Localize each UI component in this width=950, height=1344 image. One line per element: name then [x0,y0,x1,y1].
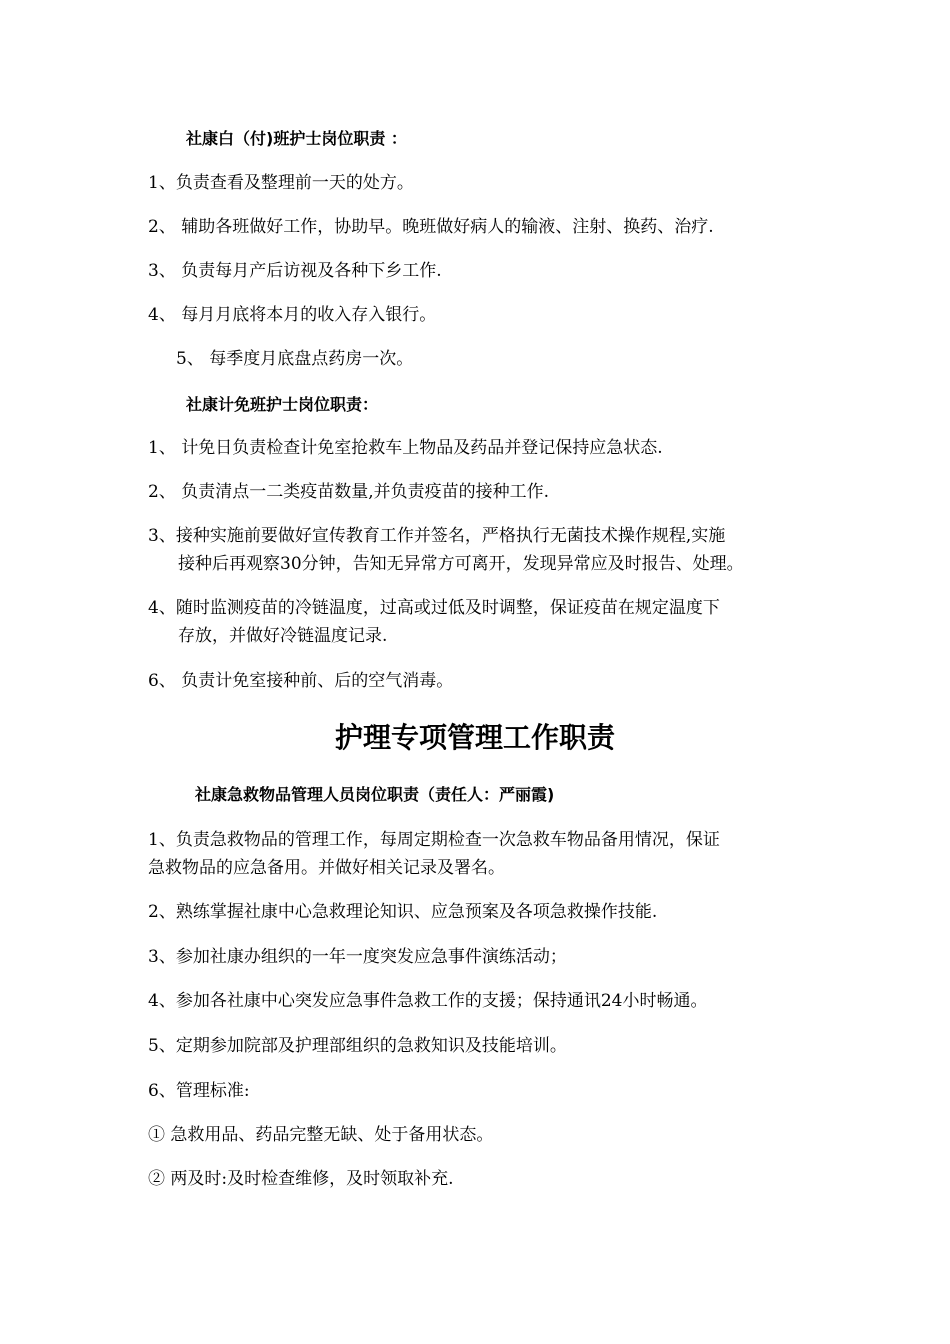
duty-item: 1、负责查看及整理前一天的处方。 [148,173,414,193]
duty-item: 5、定期参加院部及护理部组织的急救知识及技能培训。 [148,1036,567,1056]
duty-item: 3、接种实施前要做好宣传教育工作并签名，严格执行无菌技术操作规程,实施 [148,526,726,546]
section-heading-immunization: 社康计免班护士岗位职责： [186,395,379,414]
duty-item: 1、负责急救物品的管理工作，每周定期检查一次急救车物品备用情况，保证 [148,830,720,850]
duty-item: ① 急救用品、药品完整无缺、处于备用状态。 [148,1125,494,1145]
page-title: 护理专项管理工作职责 [334,721,615,754]
duty-item: ② 两及时:及时检查维修，及时领取补充. [148,1169,454,1189]
duty-item: 3、参加社康办组织的一年一度突发应急事件演练活动； [148,947,567,967]
duty-item-continuation: 接种后再观察30分钟，告知无异常方可离开，发现异常应及时报告、处理。 [178,554,744,574]
duty-item: 2、熟练掌握社康中心急救理论知识、应急预案及各项急救操作技能. [148,902,658,922]
duty-item: 4、参加各社康中心突发应急事件急救工作的支援；保持通讯24小时畅通。 [148,991,708,1011]
duty-item: 2、 辅助各班做好工作，协助早。晚班做好病人的输液、注射、换药、治疗. [148,217,714,237]
duty-item: 4、 每月月底将本月的收入存入银行。 [148,305,437,325]
duty-item-continuation: 急救物品的应急备用。并做好相关记录及署名。 [148,858,505,878]
duty-item: 3、 负责每月产后访视及各种下乡工作. [148,261,442,281]
duty-item: 6、 负责计免室接种前、后的空气消毒。 [148,671,454,691]
duty-item: 4、随时监测疫苗的冷链温度，过高或过低及时调整，保证疫苗在规定温度下 [148,598,720,618]
duty-item-continuation: 存放，并做好冷链温度记录. [178,626,388,646]
section-heading-day-shift: 社康白（付)班护士岗位职责 ： [186,129,407,148]
duty-item: 1、 计免日负责检查计免室抢救车上物品及药品并登记保持应急状态. [148,438,663,458]
duty-item: 6、管理标准: [148,1081,250,1101]
section-heading-emergency: 社康急救物品管理人员岗位职责（责任人：严丽霞) [195,785,555,804]
duty-item: 2、 负责清点一二类疫苗数量,并负责疫苗的接种工作. [148,482,550,502]
duty-item: 5、 每季度月底盘点药房一次。 [176,349,414,369]
